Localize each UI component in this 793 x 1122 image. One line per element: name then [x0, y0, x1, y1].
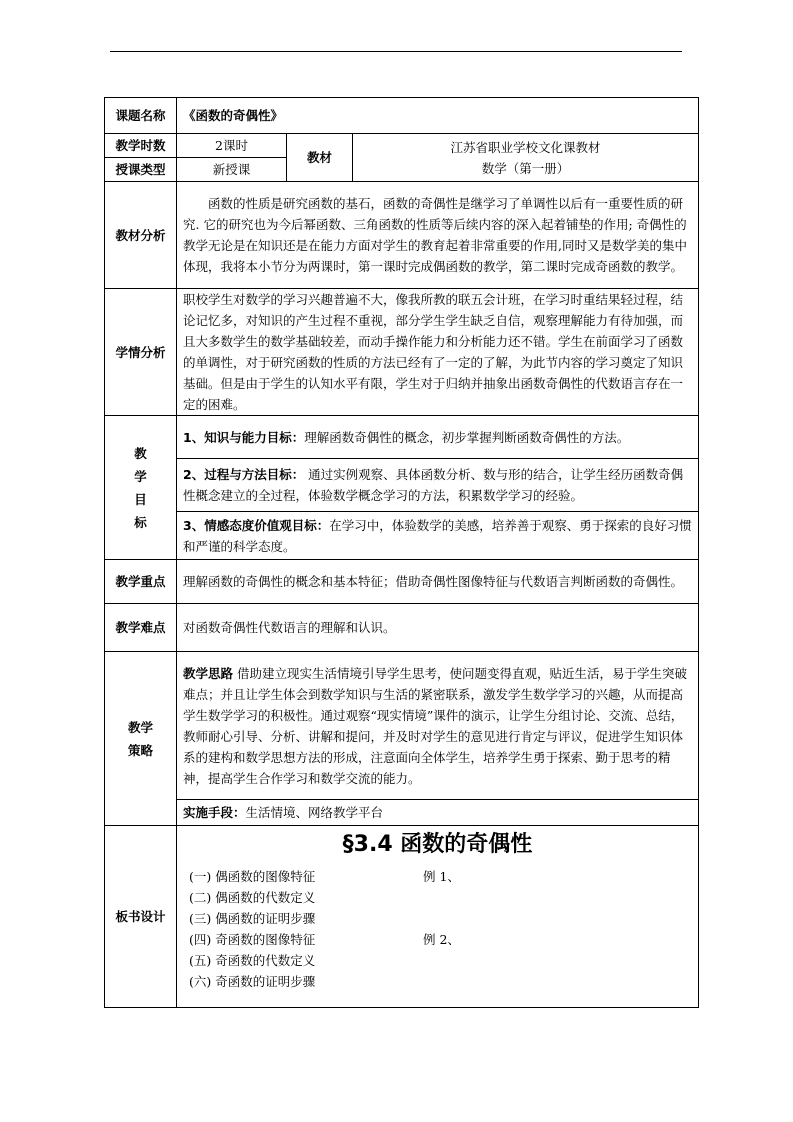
goals-label-char: 目	[134, 491, 147, 507]
board-title: §3.4 函数的奇偶性	[342, 832, 533, 857]
strategy-label-line: 教学	[127, 719, 153, 735]
goal-heading: 3、情感态度价值观目标：	[183, 517, 330, 533]
board-content	[177, 826, 699, 1008]
board-example-2: 例 2、	[423, 932, 460, 947]
strategy-label-line: 策略	[127, 742, 153, 758]
row-difficulties	[105, 604, 699, 652]
analysis-label: 教材分析	[105, 182, 177, 289]
board-line: (六) 奇函数的证明步骤	[189, 974, 316, 989]
row-key-points	[105, 560, 699, 604]
strategy-idea	[177, 652, 699, 800]
difficulties-text: 对函数奇偶性代数语言的理解和认识。	[177, 604, 699, 652]
board-line: (五) 奇函数的代数定义	[189, 953, 316, 968]
board-example-1: 例 1、	[423, 869, 460, 884]
type-value: 新授课	[177, 158, 287, 182]
row-strategy-means	[105, 800, 699, 826]
lesson-plan-table	[104, 97, 699, 1008]
board-label: 板书设计	[105, 826, 177, 1008]
key-points-text: 理解函数的奇偶性的概念和基本特征；借助奇偶性图像特征与代数语言判断函数的奇偶性。	[177, 560, 699, 604]
textbook-line1: 江苏省职业学校文化课教材	[450, 139, 601, 155]
row-analysis	[105, 182, 699, 289]
row-hours	[105, 134, 699, 158]
goals-label-char: 学	[134, 468, 147, 484]
goal-text: 在学习中，体验数学的美感，培养善于观察、勇于探索的良好习惯和严谨的科学态度。	[183, 517, 692, 554]
row-students	[105, 289, 699, 416]
hours-value: 2课时	[177, 134, 287, 158]
strategy-means-text: 生活情境、网络教学平台	[245, 805, 384, 820]
strategy-means-heading: 实施手段：	[183, 805, 246, 820]
difficulties-label: 教学难点	[105, 604, 177, 652]
textbook-label: 教材	[287, 134, 353, 182]
goals-label-char: 标	[134, 514, 147, 530]
goal-heading: 1、知识与能力目标：	[183, 429, 305, 445]
row-board	[105, 826, 699, 1008]
students-text: 职校学生对数学的学习兴趣普遍不大，像我所教的联五会计班，在学习时重结果轻过程，结论记忆多，对知识的产生过程不重视，部分学生学生缺乏自信，观察理解能力有待加强，而且大多数学生的数学基础较差，而动手操作能力和分析能力还不错。学生在前面学习了函数的单调性，对于研究函数的性质的方法已经有了一定的了解，为此节内容的学习奠定了知识基础。但是由于学生的认知水平有限，学生对于归纳并抽象出函数奇偶性的代数语言存在一定的困难。	[177, 289, 699, 416]
board-line: (一) 偶函数的图像特征	[189, 869, 316, 884]
board-line: (三) 偶函数的证明步骤	[189, 911, 316, 926]
goals-label-char: 教	[134, 445, 147, 461]
board-line: (二) 偶函数的代数定义	[189, 890, 316, 905]
board-grid	[183, 866, 692, 998]
hours-label: 教学时数	[105, 134, 177, 158]
type-label: 授课类型	[105, 158, 177, 182]
row-title	[105, 98, 699, 134]
strategy-label	[105, 652, 177, 826]
header-rule	[110, 51, 682, 52]
goal-text: 理解函数奇偶性的概念，初步掌握判断函数奇偶性的方法。	[304, 429, 630, 445]
textbook-line2: 数学（第一册）	[481, 160, 570, 176]
analysis-text: 函数的性质是研究函数的基石，函数的奇偶性是继学习了单调性以后有一重要性质的研究. 它的研究也为今后幂函数、三角函数的性质等后续内容的深入起着铺垫的作用; 奇偶性的教学无论是在知识还是在能力方面对学生的教育起着非常重要的作用,同时又是数学美的集中体现，我将本小节分为两课时，第一课时完成偶函数的教学，第二课时完成奇函数的教学。	[177, 182, 699, 289]
key-points-label: 教学重点	[105, 560, 177, 604]
goal-heading: 2、过程与方法目标：	[183, 467, 305, 482]
goal-item	[177, 459, 699, 512]
strategy-idea-heading: 教学思路	[183, 665, 234, 681]
goal-item	[177, 512, 699, 560]
title-label: 课题名称	[105, 98, 177, 134]
row-goal-3	[105, 512, 699, 560]
row-strategy-idea	[105, 652, 699, 800]
goal-text: 通过实例观察、具体函数分析、数与形的结合，让学生经历函数奇偶性概念建立的全过程，体验数学概念学习的方法，积累数学学习的经验。	[183, 467, 684, 503]
goal-item	[177, 416, 699, 459]
lesson-title: 《函数的奇偶性》	[177, 98, 699, 134]
row-goal-2	[105, 459, 699, 512]
goals-label	[105, 416, 177, 560]
board-line: (四) 奇函数的图像特征	[189, 932, 316, 947]
row-goal-1	[105, 416, 699, 459]
students-label: 学情分析	[105, 289, 177, 416]
textbook-value	[353, 134, 699, 182]
strategy-means	[177, 800, 699, 826]
strategy-idea-text: 借助建立现实生活情境引导学生思考，使问题变得直观，贴近生活，易于学生突破难点；并且让学生体会到数学知识与生活的紧密联系，激发学生数学学习的兴趣，从而提高学生数学学习的积极性。通过观察“现实情境”课件的演示，让学生分组讨论、交流、总结，教师耐心引导、分析、讲解和提问，并及时对学生的意见进行肯定与评议，促进学生知识体系的建构和数学思想方法的形成，注意面向全体学生，培养学生勇于探索、勤于思考的精神，提高学生合作学习和数学交流的能力。	[183, 665, 687, 786]
